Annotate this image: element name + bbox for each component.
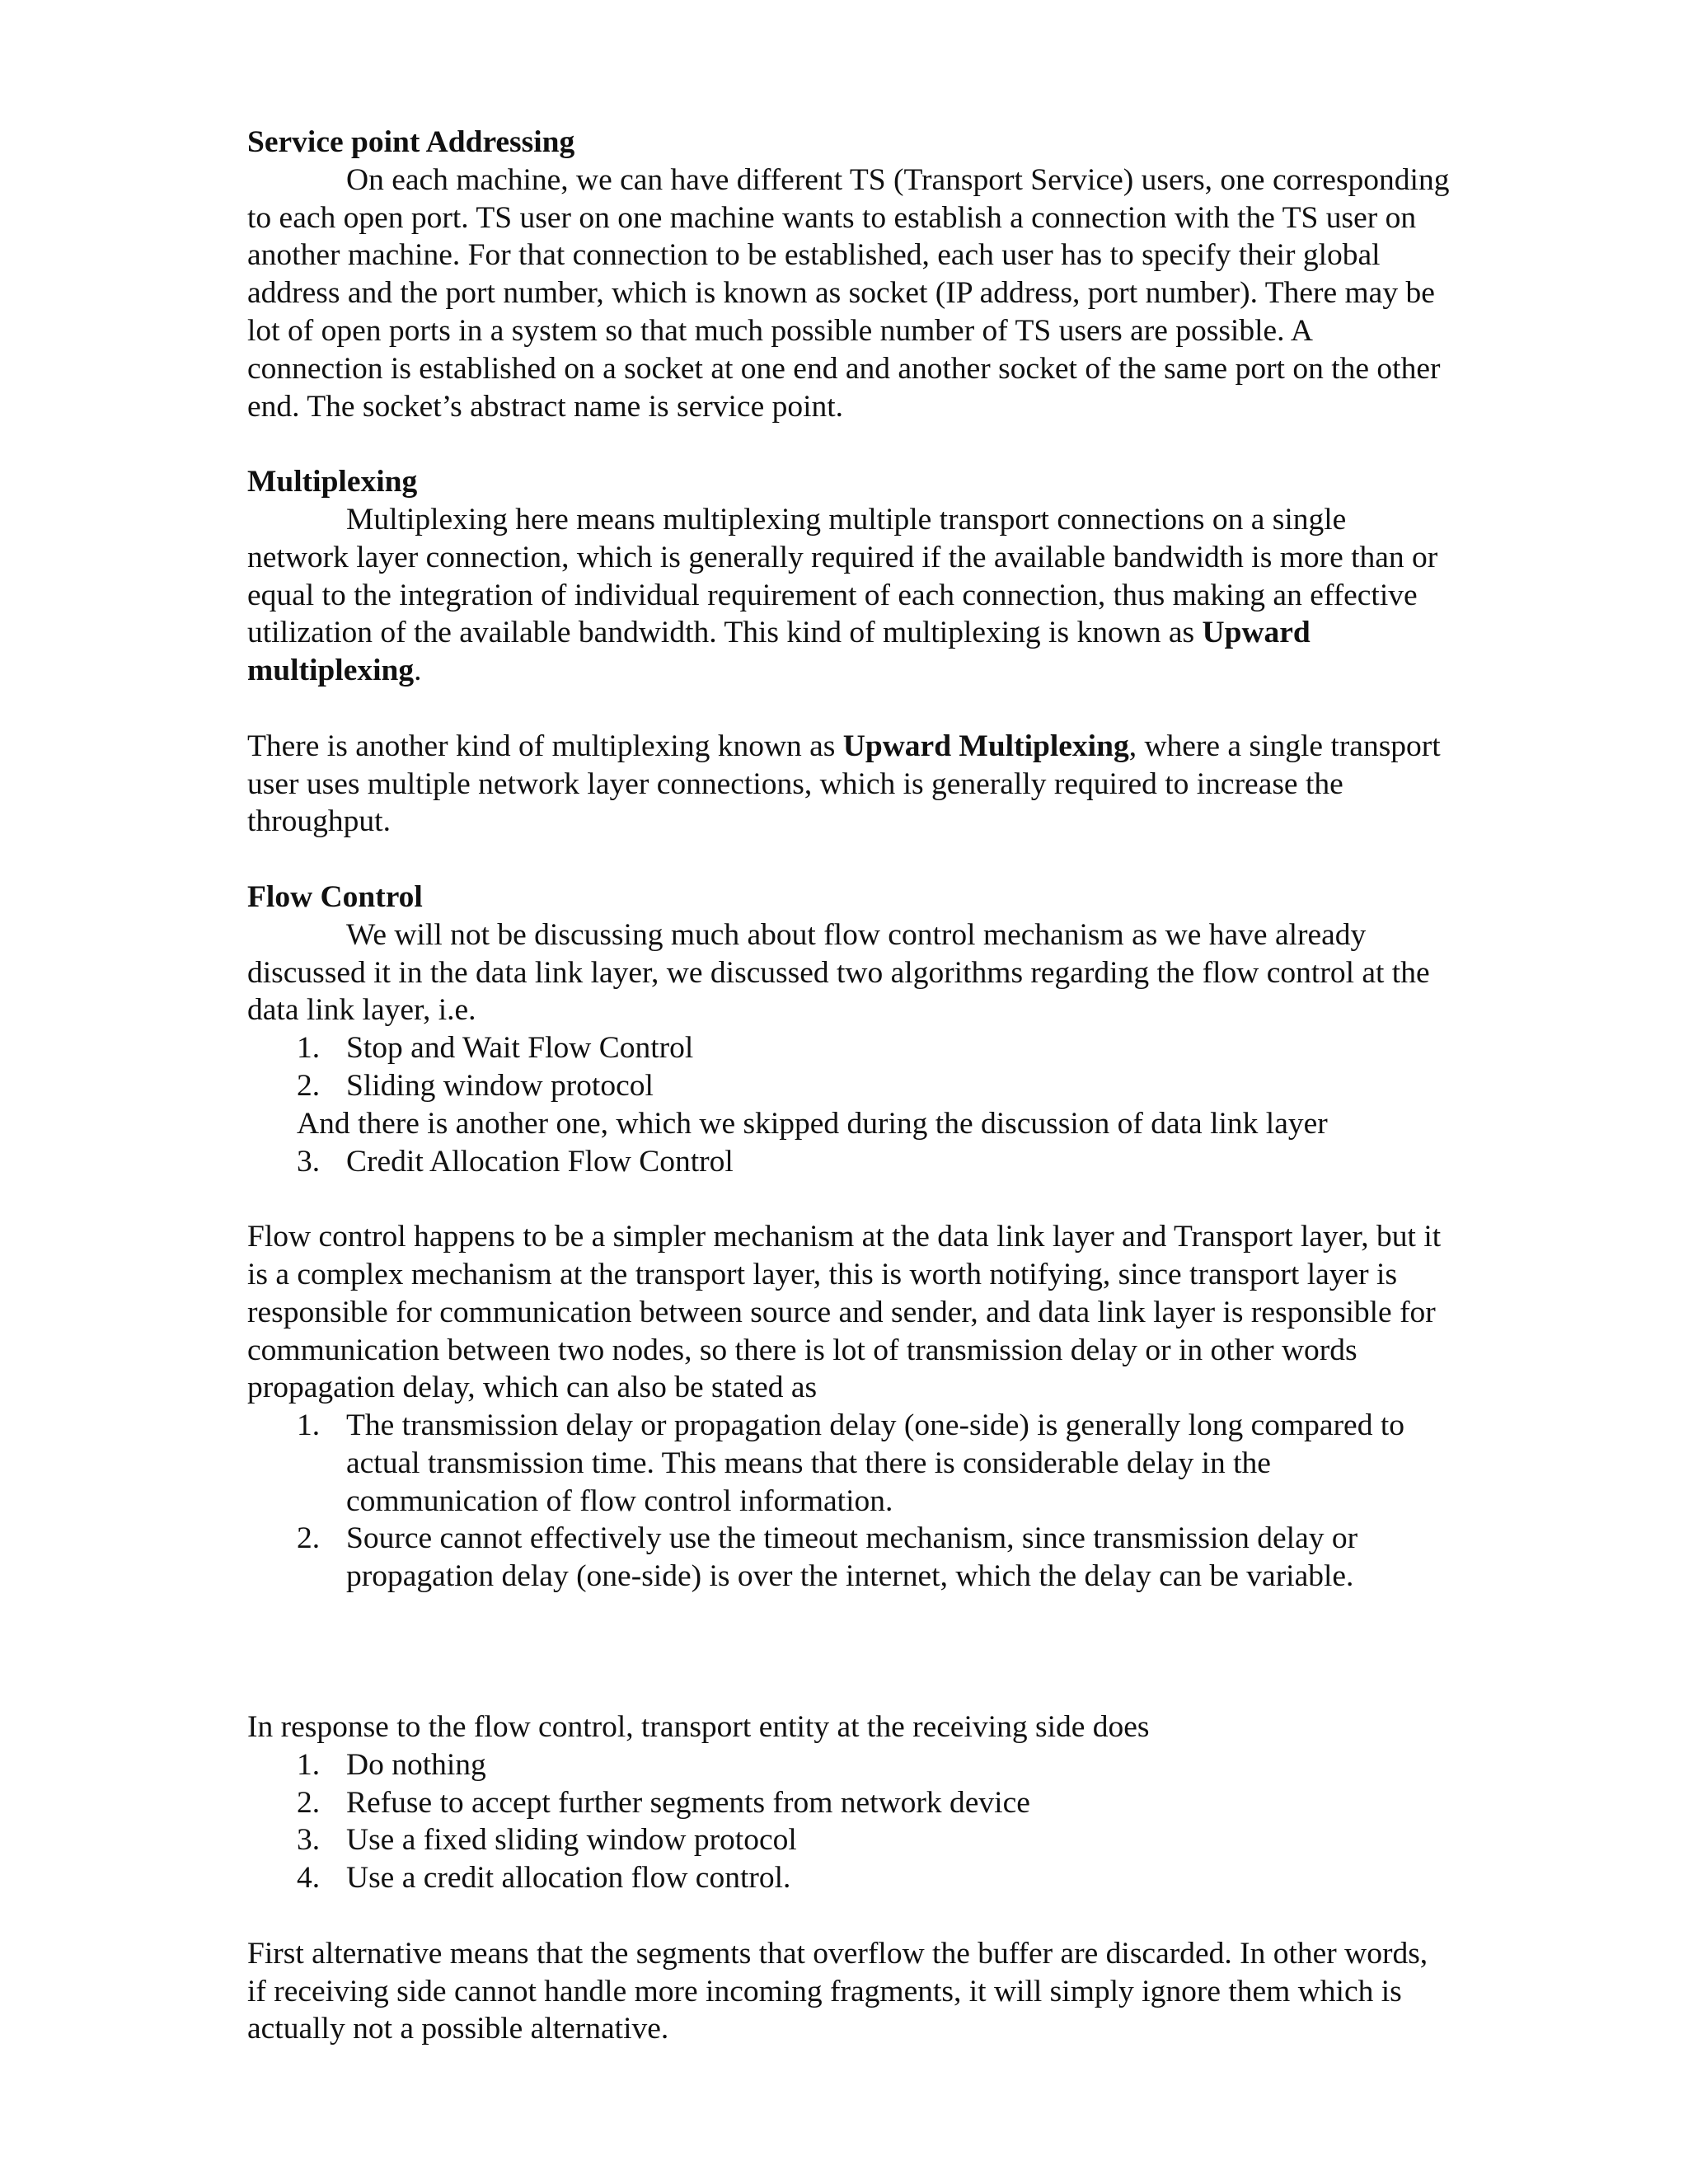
- list-item: [247, 1859, 1451, 1897]
- algorithm-list: [247, 1029, 1451, 1105]
- flow-control-paragraph-2: Flow control happens to be a simpler mechanism at the data link layer and Transport layer, but it is a complex mechanism at the transport layer, this is worth notifying, since transport layer is responsible for communication between source and sender, and data link layer is responsible for communication between two nodes, so there is lot of transmission delay or in other words propagation delay, which can also be stated as: [247, 1220, 1442, 1405]
- list-number: 2.: [297, 1521, 321, 1556]
- spacer: [247, 1596, 1451, 1708]
- list-item: [247, 1746, 1451, 1784]
- list-item: [247, 1143, 1451, 1181]
- list-number: 2.: [297, 1785, 321, 1820]
- flow-control-paragraph-4: First alternative means that the segments that overflow the buffer are discarded. In other words, if receiving side cannot handle more incoming fragments, it will simply ignore them which is actually not a possible alternative.: [247, 1936, 1428, 2046]
- list-number: 1.: [297, 1031, 321, 1066]
- list-number: 3.: [297, 1823, 321, 1858]
- list-number: 3.: [297, 1144, 321, 1179]
- section-heading-flow-control: Flow Control: [247, 879, 423, 914]
- list-text: Source cannot effectively use the timeout mechanism, since transmission delay or propagation delay (one-side) is over the internet, which the delay can be variable.: [346, 1521, 1358, 1594]
- list-text: Use a fixed sliding window protocol: [346, 1823, 797, 1858]
- list-text: Refuse to accept further segments from network device: [346, 1785, 1030, 1820]
- spacer: [247, 1180, 1451, 1218]
- list-number: 4.: [297, 1861, 321, 1896]
- multiplexing-text-end: .: [414, 654, 422, 688]
- list-text: The transmission delay or propagation delay (one-side) is generally long compared to actual transmission time. This means that there is considerable delay in the communication of flow control information.: [346, 1408, 1404, 1518]
- delay-list: [247, 1407, 1451, 1596]
- list-text: Do nothing: [346, 1747, 486, 1782]
- multiplexing-text-end: , where a single transport user uses multiple network layer connections, which is generally required to increase the throughput.: [247, 729, 1441, 839]
- spacer: [247, 690, 1451, 728]
- multiplexing-text: There is another kind of multiplexing known as: [247, 729, 843, 763]
- list-item: [247, 1067, 1451, 1105]
- section-heading-multiplexing: Multiplexing: [247, 465, 418, 499]
- list-number: 1.: [297, 1408, 321, 1443]
- list-item: [247, 1520, 1451, 1596]
- list-number: 1.: [297, 1747, 321, 1782]
- spacer: [247, 425, 1451, 463]
- list-text: Use a credit allocation flow control.: [346, 1861, 791, 1896]
- algorithm-list-continued: [247, 1143, 1451, 1181]
- document-page: [247, 124, 1451, 2048]
- multiplexing-paragraph-2: [247, 728, 1451, 841]
- section-heading-service-point: Service point Addressing: [247, 125, 575, 159]
- list-text: Credit Allocation Flow Control: [346, 1144, 734, 1179]
- list-text: Stop and Wait Flow Control: [346, 1031, 694, 1066]
- bold-term: Upward Multiplexing: [842, 729, 1129, 763]
- list-note: And there is another one, which we skipped during the discussion of data link layer: [297, 1106, 1328, 1141]
- list-item: [247, 1821, 1451, 1859]
- list-text: Sliding window protocol: [346, 1068, 654, 1103]
- service-point-paragraph: On each machine, we can have different TS (Transport Service) users, one corresponding to each open port. TS user on one machine wants to establish a connection with the TS user on another machine. For that connection to be established, each user has to specify their global address and the port number, which is known as socket (IP address, port number). There may be lot of open ports in a system so that much possible number of TS users are possible. A connection is established on a socket at one end and another socket of the same port on the other end. The socket’s abstract name is service point.: [247, 162, 1450, 424]
- multiplexing-paragraph-1: [247, 501, 1451, 690]
- multiplexing-text: Multiplexing here means multiplexing multiple transport connections on a single network layer connection, which is generally required if the available bandwidth is more than or equal to the integration of individual requirement of each connection, thus making an effective utilization of the available bandwidth. This kind of multiplexing is known as: [247, 502, 1438, 650]
- list-item: [247, 1029, 1451, 1067]
- bold-term: Upward multiplexing: [247, 616, 1311, 688]
- flow-control-paragraph-3: In response to the flow control, transport entity at the receiving side does: [247, 1710, 1150, 1745]
- flow-control-intro: We will not be discussing much about flow control mechanism as we have already discussed it in the data link layer, we discussed two algorithms regarding the flow control at the data link layer, i.e.: [247, 917, 1430, 1028]
- spacer: [247, 841, 1451, 879]
- list-item: [247, 1784, 1451, 1822]
- receiver-options-list: [247, 1746, 1451, 1897]
- list-number: 2.: [297, 1068, 321, 1103]
- spacer: [247, 1897, 1451, 1935]
- list-item: [247, 1407, 1451, 1520]
